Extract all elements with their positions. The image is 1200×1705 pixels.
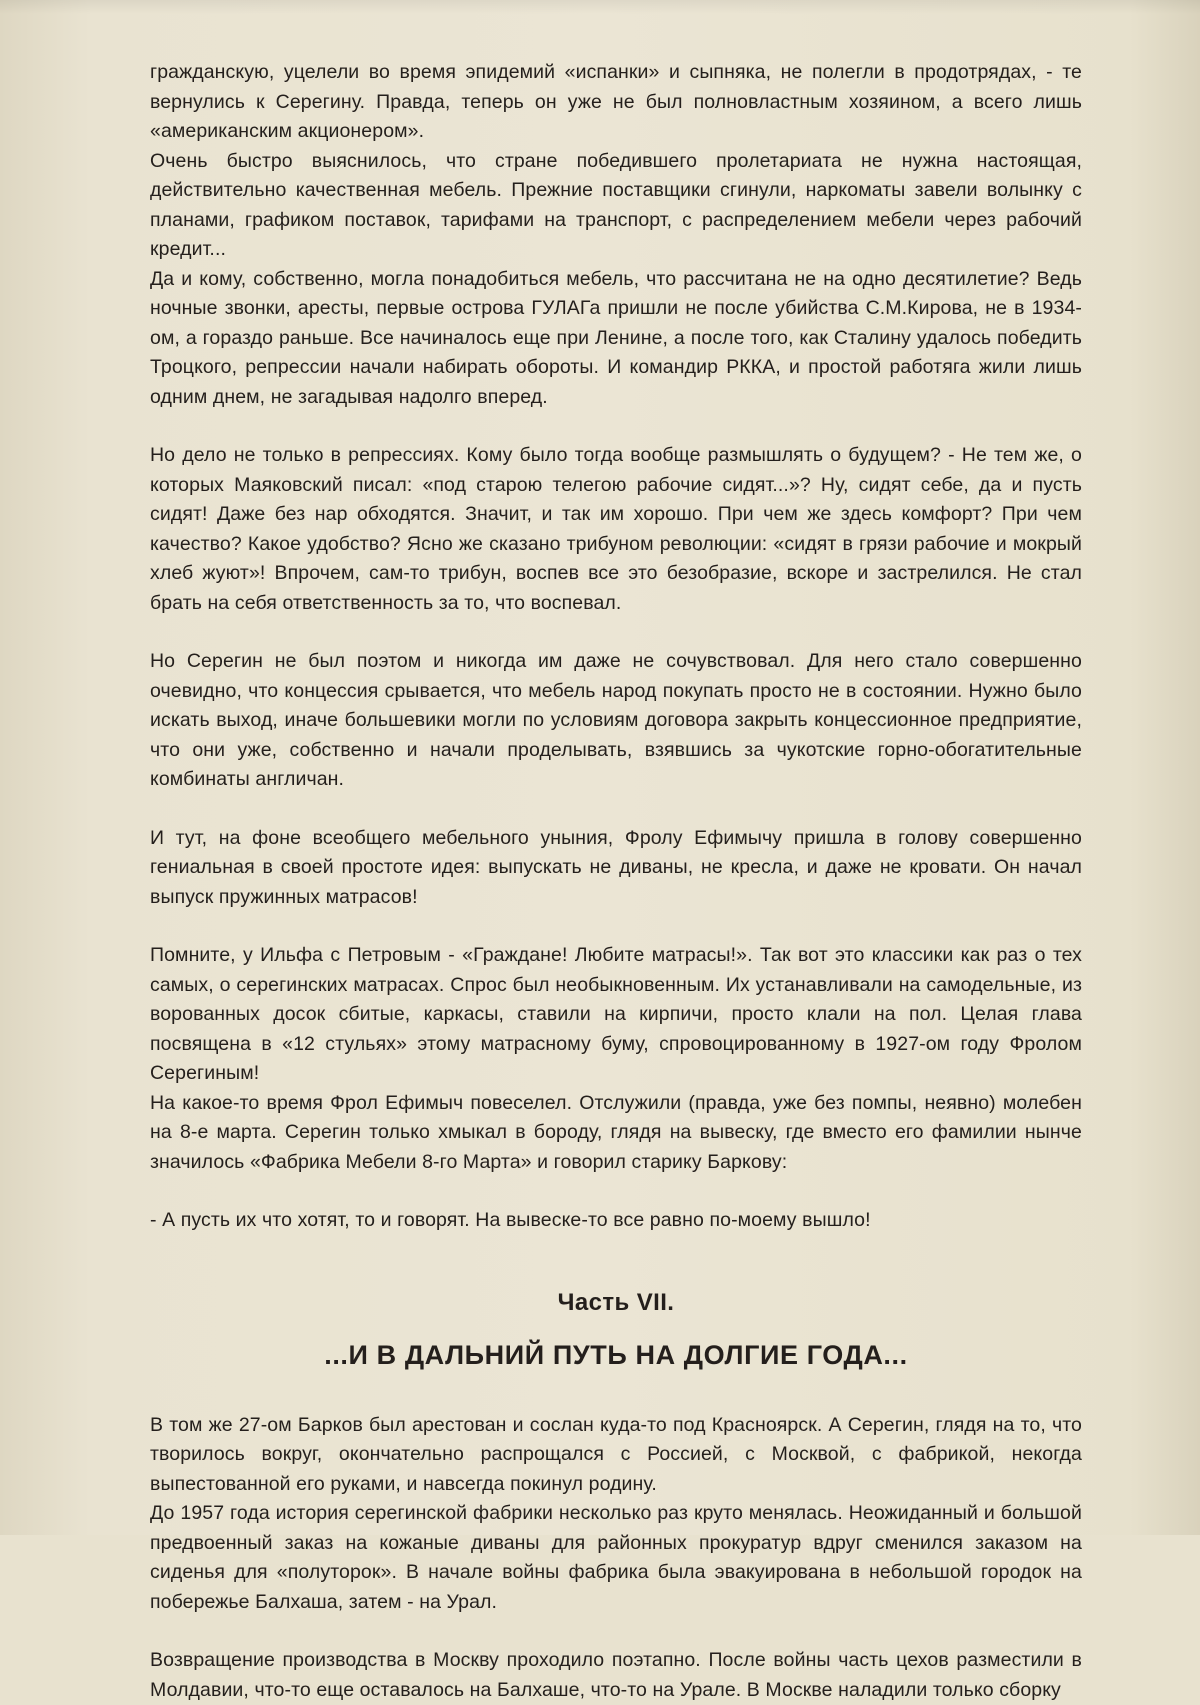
- part-subtitle: ...И В ДАЛЬНИЙ ПУТЬ НА ДОЛГИЕ ГОДА...: [324, 1340, 908, 1370]
- paragraph: Помните, у Ильфа с Петровым - «Граждане! Любите матрасы!». Так вот это классики как раз о тех самых, о серегинских матрасах. Спрос был необыкновенным. Их устанавливали на самодельные, из ворованных досок сбитые, каркасы, ставили на кирпичи, просто клали на пол. Целая глава посвящена в «12 стульях» этому матрасному буму, спровоцированному в 1927-ом году Фролом Серегиным!: [150, 944, 1082, 1084]
- paragraph-dialogue: - А пусть их что хотят, то и говорят. На вывеске-то все равно по-моему вышло!: [150, 1209, 871, 1231]
- paragraph: Возвращение производства в Москву проходило поэтапно. После войны часть цехов разместили в Молдавии, что-то еще оставалось на Балхаше, что-то на Урале. В Москве наладили только сборку: [150, 1649, 1082, 1701]
- section-spacer: [150, 1236, 1082, 1288]
- paragraph: И тут, на фоне всеобщего мебельного уныния, Фролу Ефимычу пришла в голову совершенно гениальная в своей простоте идея: выпускать не диваны, не кресла, и даже не кровати. Он начал выпуск пружинных матрасов!: [150, 826, 1082, 908]
- paragraph: Но Серегин не был поэтом и никогда им даже не сочувствовал. Для него стало совершенно очевидно, что концессия срывается, что мебель народ покупать просто не в состоянии. Нужно было искать выход, иначе большевики могли по условиям договора закрыть концессионное предприятие, что они уже, собственно и начали проделывать, взявшись за чукотские горно-обогатительные комбинаты англичан.: [150, 650, 1082, 790]
- paragraph: гражданскую, уцелели во время эпидемий «испанки» и сыпняка, не полегли в продотрядах, - те вернулись к Серегину. Правда, теперь он уже не был полновластным хозяином, а всего лишь «американским акционером».: [150, 61, 1082, 142]
- paragraph: Да и кому, собственно, могла понадобиться мебель, что рассчитана не на одно десятилетие? Ведь ночные звонки, аресты, первые острова ГУЛАГа пришли не после убийства С.М.Кирова, не в 1934-ом, а гораздо раньше. Все начиналось еще при Ленине, а после того, как Сталину удалось победить Троцкого, репрессии начали набирать обороты. И командир РККА, и простой работяга жили лишь одним днем, не загадывая надолго вперед.: [150, 267, 1082, 408]
- paragraph-spacer: [150, 1177, 1082, 1206]
- paragraph: Очень быстро выяснилось, что стране победившего пролетариата не нужна настоящая, действительно качественная мебель. Прежние поставщики сгинули, наркоматы завели волынку с планами, графиком поставок, тарифами на транспорт, с распределением мебели через рабочий кредит...: [150, 149, 1082, 260]
- paragraph: До 1957 года история серегинской фабрики несколько раз круто менялась. Неожиданный и большой предвоенный заказ на кожаные диваны для районных прокуратур вдруг сменился заказом на сиденья для «полуторок». В начале войны фабрика была эвакуирована в небольшой городок на побережье Балхаша, затем - на Урал.: [150, 1502, 1082, 1613]
- paragraph: На какое-то время Фрол Ефимыч повеселел. Отслужили (правда, уже без помпы, неявно) молебен на 8-е марта. Серегин только хмыкал в бороду, глядя на вывеску, где вместо его фамилии нынче значилось «Фабрика Мебели 8-го Марта» и говорил старику Баркову:: [150, 1091, 1082, 1173]
- paragraph-spacer: [150, 618, 1082, 647]
- heading-spacer: [150, 1371, 1082, 1411]
- paragraph: Но дело не только в репрессиях. Кому было тогда вообще размышлять о будущем? - Не тем же, о которых Маяковский писал: «под старою телегою рабочие сидят...»? Ну, сидят себе, да и пусть сидят! Даже без нар обходятся. Значит, и так им хорошо. При чем же здесь комфорт? При чем качество? Какое удобство? Ясно же сказано трибуном революции: «сидят в грязи рабочие и мокрый хлеб жуют»! Впрочем, сам-то трибун, воспев все это безобразие, вскоре и застрелился. Не стал брать на себя ответственность за то, что воспевал.: [150, 444, 1082, 614]
- paragraph-spacer: [150, 1617, 1082, 1646]
- paragraph-spacer: [150, 795, 1082, 824]
- paragraph-spacer: [150, 412, 1082, 441]
- paragraph: В том же 27-ом Барков был арестован и сослан куда-то под Красноярск. А Серегин, глядя на то, что творилось вокруг, окончательно распрощался с Россией, с Москвой, с фабрикой, некогда выпестованной его руками, и навсегда покинул родину.: [150, 1413, 1082, 1495]
- heading-spacer: [150, 1317, 1082, 1341]
- document-body: [150, 58, 1082, 1705]
- part-label: Часть VII.: [557, 1288, 675, 1316]
- paragraph-spacer: [150, 912, 1082, 941]
